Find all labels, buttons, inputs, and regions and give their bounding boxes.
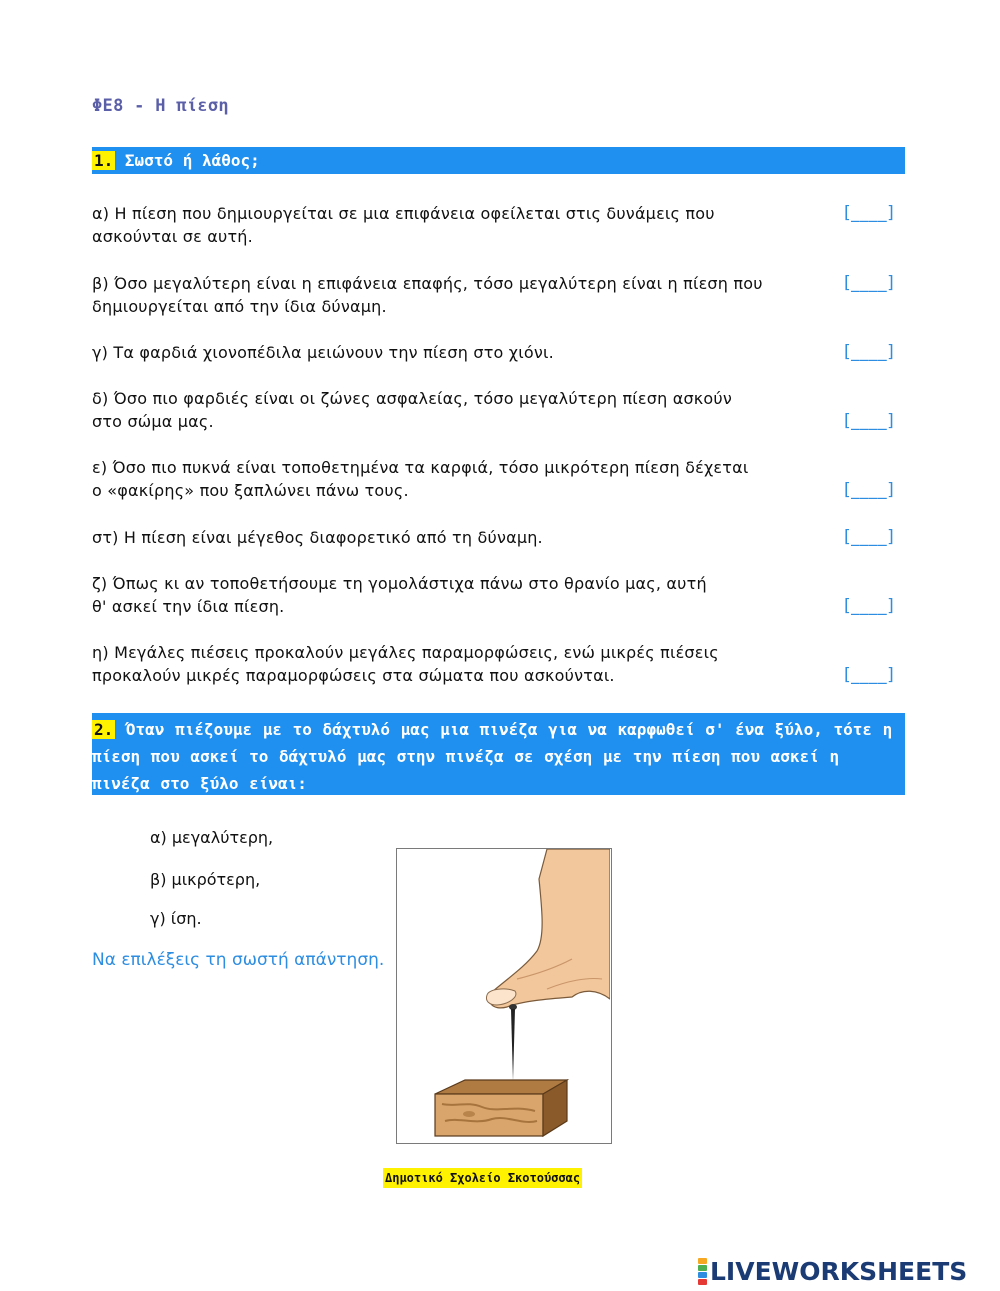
answer-blank-e[interactable]: [____] <box>844 480 895 500</box>
statement-c <box>92 341 812 364</box>
logo-mark-icon <box>698 1258 707 1285</box>
worksheet-title: ΦΕ8 - Η πίεση <box>92 96 229 116</box>
question-1-heading: Σωστό ή λάθος; <box>115 151 260 170</box>
statement-d <box>92 387 812 433</box>
option-c[interactable]: γ) ίση. <box>150 909 202 928</box>
statement-d-line1: δ) Όσο πιο φαρδιές είναι οι ζώνες ασφαλείας, τόσο μεγαλύτερη πίεση ασκούν <box>92 389 733 408</box>
option-b[interactable]: β) μικρότερη, <box>150 870 261 889</box>
statement-h-line2: προκαλούν μικρές παραμορφώσεις στα σώματα που ασκούνται. <box>92 666 615 685</box>
statement-st-line1: στ) Η πίεση είναι μέγεθος διαφορετικό από τη δύναμη. <box>92 528 543 547</box>
question-2-number: 2. <box>94 720 114 739</box>
logo-text: LIVEWORKSHEETS <box>710 1256 968 1286</box>
statement-z <box>92 572 812 618</box>
statement-a-line1: α) Η πίεση που δημιουργείται σε μια επιφάνεια οφείλεται στις δυνάμεις που <box>92 204 715 223</box>
statement-st <box>92 526 812 549</box>
statement-h-line1: η) Μεγάλες πιέσεις προκαλούν μεγάλες παραμορφώσεις, ενώ μικρές πιέσεις <box>92 643 719 662</box>
statement-z-line2: θ' ασκεί την ίδια πίεση. <box>92 597 285 616</box>
answer-blank-b[interactable]: [____] <box>844 273 895 293</box>
liveworksheets-logo <box>698 1256 967 1286</box>
statement-z-line1: ζ) Όπως κι αν τοποθετήσουμε τη γομολάστιχα πάνω στο θρανίο μας, αυτή <box>92 574 707 593</box>
question-1-number: 1. <box>94 151 114 170</box>
statement-d-line2: στο σώμα μας. <box>92 412 214 431</box>
answer-blank-c[interactable]: [____] <box>844 342 895 362</box>
answer-blank-h[interactable]: [____] <box>844 665 895 685</box>
statement-b <box>92 272 812 318</box>
statement-a-line2: ασκούνται σε αυτή. <box>92 227 253 246</box>
statement-h <box>92 641 822 687</box>
statement-e-line1: ε) Όσο πιο πυκνά είναι τοποθετημένα τα καρφιά, τόσο μικρότερη πίεση δέχεται <box>92 458 749 477</box>
statement-a <box>92 202 812 248</box>
question-2-header <box>92 713 905 795</box>
answer-blank-z[interactable]: [____] <box>844 596 895 616</box>
answer-blank-st[interactable]: [____] <box>844 527 895 547</box>
statement-b-line1: β) Όσο μεγαλύτερη είναι η επιφάνεια επαφής, τόσο μεγαλύτερη είναι η πίεση που <box>92 274 763 293</box>
thumb-pushpin-drawing <box>397 849 610 1142</box>
statement-e <box>92 456 812 502</box>
option-a[interactable]: α) μεγαλύτερη, <box>150 828 274 847</box>
question-2-heading: Όταν πιέζουμε με το δάχτυλό μας μια πινέζα για να καρφωθεί σ' ένα ξύλο, τότε η πίεση που ασκεί το δάχτυλό μας στην πινέζα σε σχέση με την πίεση που ασκεί η πινέζα στο ξύλο είναι: <box>92 720 893 793</box>
thumb-pushpin-illustration <box>396 848 612 1144</box>
answer-blank-a[interactable]: [____] <box>844 203 895 223</box>
question-1-header <box>92 147 905 174</box>
statement-c-line1: γ) Τα φαρδιά χιονοπέδιλα μειώνουν την πίεση στο χιόνι. <box>92 343 554 362</box>
statement-e-line2: ο «φακίρης» που ξαπλώνει πάνω τους. <box>92 481 409 500</box>
school-caption: Δημοτικό Σχολείο Σκοτούσσας <box>383 1168 582 1188</box>
answer-blank-d[interactable]: [____] <box>844 411 895 431</box>
instruction-text: Να επιλέξεις τη σωστή απάντηση. <box>92 950 385 970</box>
statement-b-line2: δημιουργείται από την ίδια δύναμη. <box>92 297 387 316</box>
